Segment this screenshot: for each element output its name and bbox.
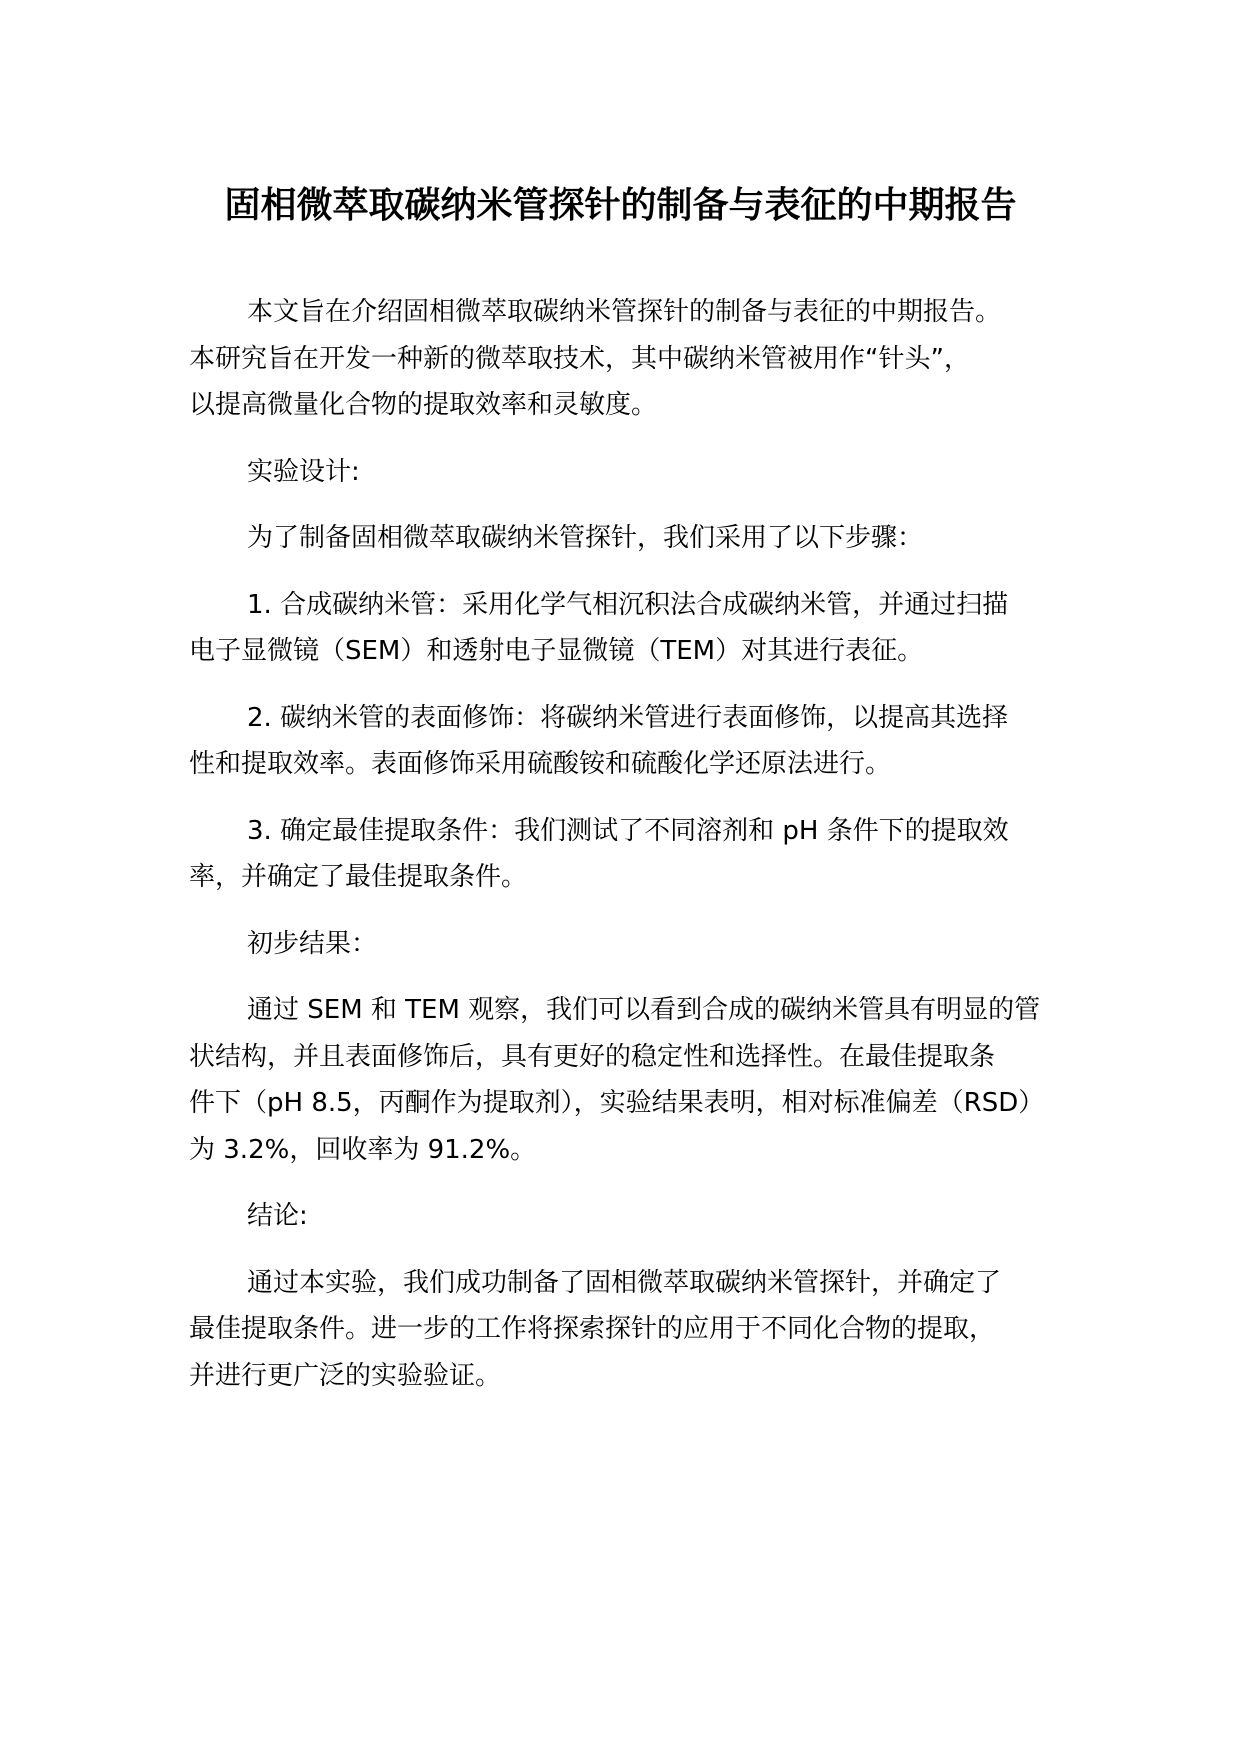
- section-heading: 实验设计:: [247, 456, 360, 487]
- preliminary-results-heading: [189, 921, 1189, 968]
- experiment-design-heading: [189, 449, 1189, 496]
- paragraph-line: 本研究旨在开发一种新的微萃取技术，其中碳纳米管被用作“针头”，: [189, 343, 970, 374]
- section-heading: 结论:: [247, 1201, 308, 1231]
- conclusion-heading: [189, 1193, 1189, 1240]
- paragraph-line: 3. 确定最佳提取条件：我们测试了不同溶剂和 pH 条件下的提取效: [247, 815, 1009, 846]
- step-2-paragraph: [189, 695, 1189, 788]
- paragraph-line: 1. 合成碳纳米管：采用化学气相沉积法合成碳纳米管，并通过扫描: [247, 589, 1009, 620]
- paragraph-line: 为了制备固相微萃取碳纳米管探针，我们采用了以下步骤：: [247, 523, 924, 553]
- conclusion-paragraph: [189, 1260, 1189, 1400]
- results-paragraph: [189, 987, 1189, 1173]
- intro-paragraph: [189, 289, 1189, 429]
- paragraph-line: 本文旨在介绍固相微萃取碳纳米管探针的制备与表征的中期报告。: [247, 297, 1002, 327]
- steps-intro-paragraph: [189, 515, 1189, 562]
- paragraph-line: 率，并确定了最佳提取条件。: [189, 862, 528, 892]
- paragraph-line: 通过本实验，我们成功制备了固相微萃取碳纳米管探针，并确定了: [247, 1267, 1002, 1298]
- step-1-paragraph: [189, 582, 1189, 675]
- paragraph-line: 电子显微镜（SEM）和透射电子显微镜（TEM）对其进行表征。: [189, 636, 924, 666]
- paragraph-line: 件下（pH 8.5，丙酮作为提取剂），实验结果表明，相对标准偏差（RSD）: [189, 1088, 1045, 1118]
- paragraph-line: 为 3.2%，回收率为 91.2%。: [189, 1134, 537, 1165]
- paragraph-line: 通过 SEM 和 TEM 观察，我们可以看到合成的碳纳米管具有明显的管: [247, 995, 1041, 1025]
- paragraph-line: 状结构，并且表面修饰后，具有更好的稳定性和选择性。在最佳提取条: [189, 1041, 996, 1072]
- section-heading: 初步结果：: [247, 928, 378, 959]
- paragraph-line: 2. 碳纳米管的表面修饰：将碳纳米管进行表面修饰，以提高其选择: [247, 702, 1009, 733]
- paragraph-line: 以提高微量化合物的提取效率和灵敏度。: [189, 390, 658, 420]
- paragraph-line: 性和提取效率。表面修饰采用硫酸铵和硫酸化学还原法进行。: [189, 749, 892, 779]
- step-3-paragraph: [189, 808, 1189, 901]
- paragraph-line: 最佳提取条件。进一步的工作将探索探针的应用于不同化合物的提取，: [189, 1314, 996, 1344]
- document-title: 固相微萃取碳纳米管探针的制备与表征的中期报告: [224, 185, 1017, 226]
- document-body: [189, 289, 1189, 1419]
- paragraph-line: 并进行更广泛的实验验证。: [189, 1360, 502, 1391]
